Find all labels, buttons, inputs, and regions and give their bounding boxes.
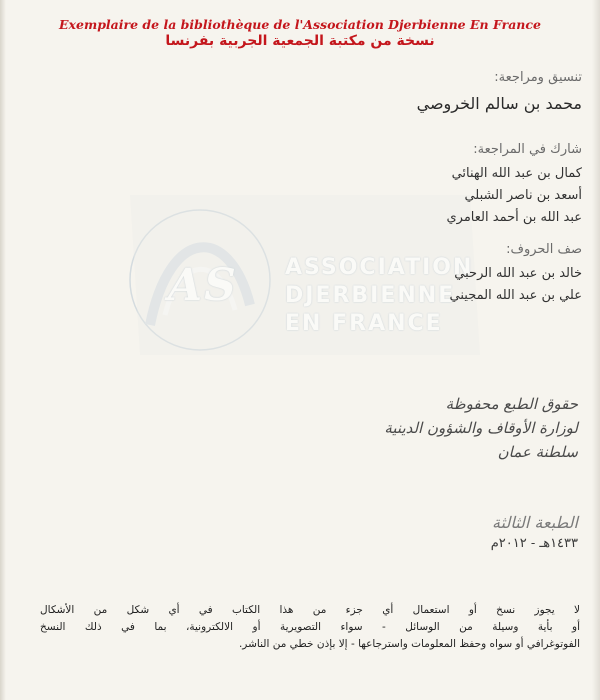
coordination-block	[182, 70, 582, 117]
typesetter-name: علي بن عبد الله المجيني	[449, 288, 582, 303]
watermark-line-2: DJERBIENNE	[285, 283, 456, 308]
reviewer-name: كمال بن عبد الله الهنائي	[451, 166, 582, 181]
page-edge-right	[592, 0, 600, 700]
rights-line-1: حقوق الطبع محفوظة	[445, 395, 578, 413]
rights-reserved-block	[384, 392, 578, 464]
typesetting-block	[182, 242, 582, 307]
typesetter-name: خالد بن عبد الله الرحبي	[454, 266, 582, 281]
watermark-line-1: ASSOCIATION	[285, 255, 474, 280]
copyright-notice	[40, 602, 580, 653]
reviewers-block	[182, 142, 582, 229]
reviewer-name: أسعد بن ناصر الشبلي	[464, 188, 582, 203]
reviewer-name: عبد الله بن أحمد العامري	[446, 210, 582, 225]
library-stamp-french: Exemplaire de la bibliothèque de l'Association Djerbienne En France	[59, 17, 541, 32]
edition-title: الطبعة الثالثة	[492, 513, 578, 532]
legal-line-2: أو بأية وسيلة من الوسائل - سواء التصويرية أو الالكترونية، بما في ذلك النسخ	[40, 621, 580, 633]
watermark-line-3: EN FRANCE	[285, 311, 443, 336]
watermark-monogram: AS	[168, 260, 238, 311]
legal-line-1: لا يجوز نسخ أو استعمال أي جزء من هذا الكتاب في أي شكل من الأشكال	[40, 604, 580, 616]
reviewers-heading: شارك في المراجعة:	[473, 142, 582, 157]
page-edge-left	[0, 0, 6, 700]
edition-block	[491, 513, 578, 551]
library-stamp-arabic: نسخة من مكتبة الجمعية الجربية بفرنسا	[165, 33, 435, 49]
typesetting-heading: صف الحروف:	[506, 242, 582, 257]
rights-line-3: سلطنة عمان	[497, 443, 578, 461]
coordinator-name: محمد بن سالم الخروصي	[416, 94, 582, 113]
legal-line-3: الفوتوغرافي أو سواه وحفظ المعلومات واسترجاعها - إلا بإذن خطي من الناشر.	[238, 638, 580, 650]
rights-line-2: لوزارة الأوقاف والشؤون الدينية	[384, 419, 578, 437]
edition-date: ١٤٣٣هـ - ٢٠١٢م	[490, 536, 578, 551]
coordination-heading: تنسيق ومراجعة:	[494, 70, 582, 85]
